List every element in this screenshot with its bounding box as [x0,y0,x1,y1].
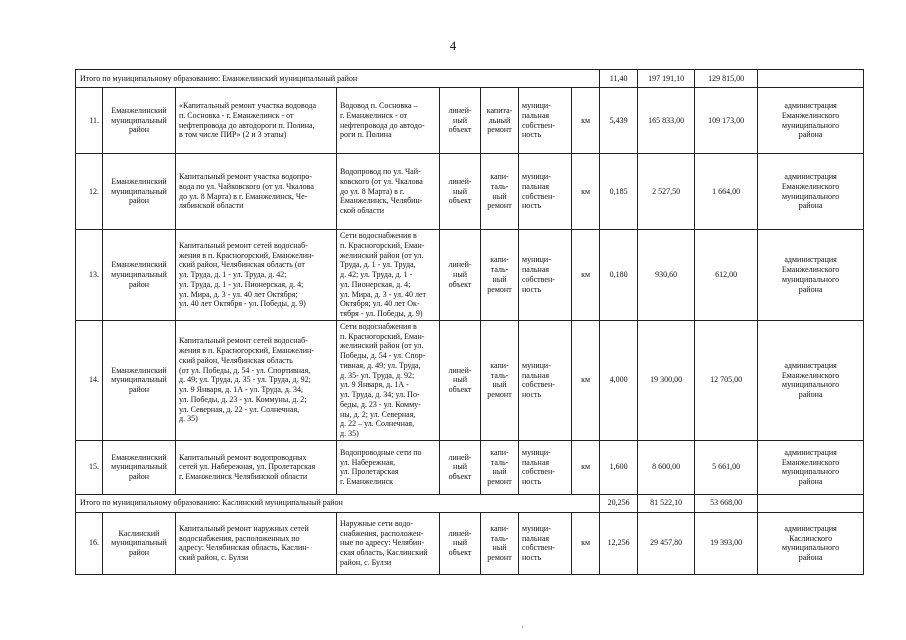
customer-cell: администрация Еманжелинского муниципального района [758,440,864,494]
object-type-cell: линей- ный объект [440,154,481,230]
repair-type-cell: капита- льный ремонт [481,88,519,154]
work-description-cell: Капитальный ремонт сетей водоснаб- жения в п. Красногорский, Еманжелин- ский район, Челябинская область (от ул. Труда, д. 1 - ул. Труда, д. 42; ул. Труда, д. 1 - ул. Пионерская, д. 4; ул. Мира, д. 3 - ул. 40 лет Октября; ул. 40 лет Октября - ул. Победы, д. 9) [176,230,337,321]
length-cell: 1,600 [600,440,638,494]
unit-cell: км [572,512,600,574]
scan-mark: · [521,622,524,632]
work-description-cell: Капитальный ремонт сетей водоснаб- жения в п. Красногорский, Еманжелин- ский район, Челябинская область (от ул. Победы, д. 54 - ул. Спортивная, д. 49; ул. Труда, д. 35 - ул. Труда, д. 92; ул. 9 Января, д. 1А - ул. Труда, д. 34, ул. Победы, д. 23 - ул. Коммуны, д. 2; ул. Северная, д. 22 - ул. Солнечная, д. 35) [176,320,337,440]
unit-cell: км [572,440,600,494]
object-type-cell: линей- ный объект [440,440,481,494]
unit-cell: км [572,320,600,440]
work-description-cell: Капитальный ремонт наружных сетей водоснабжения, расположенных по адресу: Челябинская область, Каслин- ский район, с. Булзи [176,512,337,574]
object-name-cell: Сети водоснабжения в п. Красногорский, Еман- желинский район (от ул. Победы, д. 54 - ул. Спор- тивная, д. 49; ул. Труда, д. 35- ул. Труда, д. 92; ул. 9 Января, д. 1А - ул. Труда, д. 34; ул. По- беды, д. 23 - ул. Комму- ны, д. 2; ул. Северная, д. 22 – ул. Солнечная, д. 35) [337,320,440,440]
repair-type-cell: капи- таль- ный ремонт [481,230,519,321]
work-description-cell: Капитальный ремонт участка водопро- вода по ул. Чайковского (от ул. Чкалова до ул. 8 Марта) в г. Еманжелинск, Че- лябинской области [176,154,337,230]
budget-cell: 19 393,00 [695,512,758,574]
table-row [76,88,864,154]
length-cell: 0,185 [600,154,638,230]
budget-cell: 612,00 [695,230,758,321]
row-number: 12. [76,154,103,230]
object-name-cell: Водовод п. Сосновка – г. Еманжелинск - от нефтепровода до автодо- роги п. Полина [337,88,440,154]
cost-cell: 165 833,00 [638,88,695,154]
object-name-cell: Сети водоснабжения в п. Красногорский, Еман- желинский район (от ул. Труда, д. 1 - ул. Труда, д. 42; ул. Труда, д. 1 - ул. Пионерская, д. 4; ул. Мира, д. 3 - ул. 40 лет Октября; ул. 40 лет Ок- тября - ул. Победы, д. 9) [337,230,440,321]
district-cell: Еманжелинский муниципальный район [103,320,176,440]
cost-cell: 29 457,80 [638,512,695,574]
row-number: 14. [76,320,103,440]
length-cell: 4,000 [600,320,638,440]
row-number: 15. [76,440,103,494]
district-cell: Еманжелинский муниципальный район [103,230,176,321]
total-empty [758,494,864,512]
district-cell: Каслинский муниципальный район [103,512,176,574]
unit-cell: км [572,88,600,154]
total-label: Итого по муниципальному образованию: Еманжелинский муниципальный район [76,70,600,88]
row-number: 16. [76,512,103,574]
district-cell: Еманжелинский муниципальный район [103,440,176,494]
registry-table [75,69,864,575]
table-row [76,512,864,574]
ownership-cell: муници- пальная собствен- ность [519,440,572,494]
customer-cell: администрация Еманжелинского муниципального района [758,320,864,440]
total-cost: 197 191,10 [638,70,695,88]
ownership-cell: муници- пальная собствен- ность [519,88,572,154]
ownership-cell: муници- пальная собствен- ность [519,154,572,230]
ownership-cell: муници- пальная собствен- ность [519,320,572,440]
object-type-cell: линей- ный объект [440,320,481,440]
budget-cell: 5 661,00 [695,440,758,494]
repair-type-cell: капи- таль- ный ремонт [481,440,519,494]
table-body [76,70,864,575]
repair-type-cell: капи- таль- ный ремонт [481,154,519,230]
budget-cell: 1 664,00 [695,154,758,230]
cost-cell: 930,60 [638,230,695,321]
cost-cell: 19 300,00 [638,320,695,440]
object-name-cell: Наружные сети водо- снабжения, расположен- ные по адресу: Челябин- ская область, Каслинский район, с. Булзи [337,512,440,574]
unit-cell: км [572,154,600,230]
object-type-cell: линей- ный объект [440,88,481,154]
ownership-cell: муници- пальная собствен- ность [519,512,572,574]
page-number: 4 [449,38,457,53]
district-cell: Еманжелинский муниципальный район [103,88,176,154]
object-name-cell: Водопровод по ул. Чай- ковского (от ул. Чкалова до ул. 8 Марта) в г. Еманжелинск, Челябин- ской области [337,154,440,230]
table-row [76,320,864,440]
customer-cell: администрация Еманжелинского муниципального района [758,88,864,154]
object-type-cell: линей- ный объект [440,512,481,574]
total-row-kaslinsky [76,494,864,512]
row-number: 13. [76,230,103,321]
table-row [76,230,864,321]
customer-cell: администрация Еманжелинского муниципального района [758,154,864,230]
unit-cell: км [572,230,600,321]
total-cost: 81 522,10 [638,494,695,512]
total-row-emanzhelinsky [76,70,864,88]
total-budget: 129 815,00 [695,70,758,88]
repair-type-cell: капи- таль- ный ремонт [481,320,519,440]
budget-cell: 12 705,00 [695,320,758,440]
table-row [76,154,864,230]
total-length: 11,40 [600,70,638,88]
district-cell: Еманжелинский муниципальный район [103,154,176,230]
total-budget: 53 668,00 [695,494,758,512]
ownership-cell: муници- пальная собствен- ность [519,230,572,321]
length-cell: 12,256 [600,512,638,574]
total-label: Итого по муниципальному образованию: Каслинский муниципальный район [76,494,600,512]
cost-cell: 2 527,50 [638,154,695,230]
repair-type-cell: капи- таль- ный ремонт [481,512,519,574]
total-length: 20,256 [600,494,638,512]
table-row [76,440,864,494]
work-description-cell: «Капитальный ремонт участка водовода п. Сосновка - г. Еманжелинск - от нефтепровода до автодороги п. Полина, в том числе ПИР» (2 и 3 этапы) [176,88,337,154]
object-type-cell: линей- ный объект [440,230,481,321]
work-description-cell: Капитальный ремонт водопроводных сетей ул. Набережная, ул. Пролетарская г. Еманжелинск Челябинской области [176,440,337,494]
cost-cell: 8 600,00 [638,440,695,494]
budget-cell: 109 173,00 [695,88,758,154]
length-cell: 5,439 [600,88,638,154]
customer-cell: администрация Каслинского муниципального района [758,512,864,574]
total-empty [758,70,864,88]
customer-cell: администрация Еманжелинского муниципального района [758,230,864,321]
object-name-cell: Водопроводные сети по ул. Набережная, ул. Пролетарская г. Еманжелинск [337,440,440,494]
row-number: 11. [76,88,103,154]
length-cell: 0,180 [600,230,638,321]
